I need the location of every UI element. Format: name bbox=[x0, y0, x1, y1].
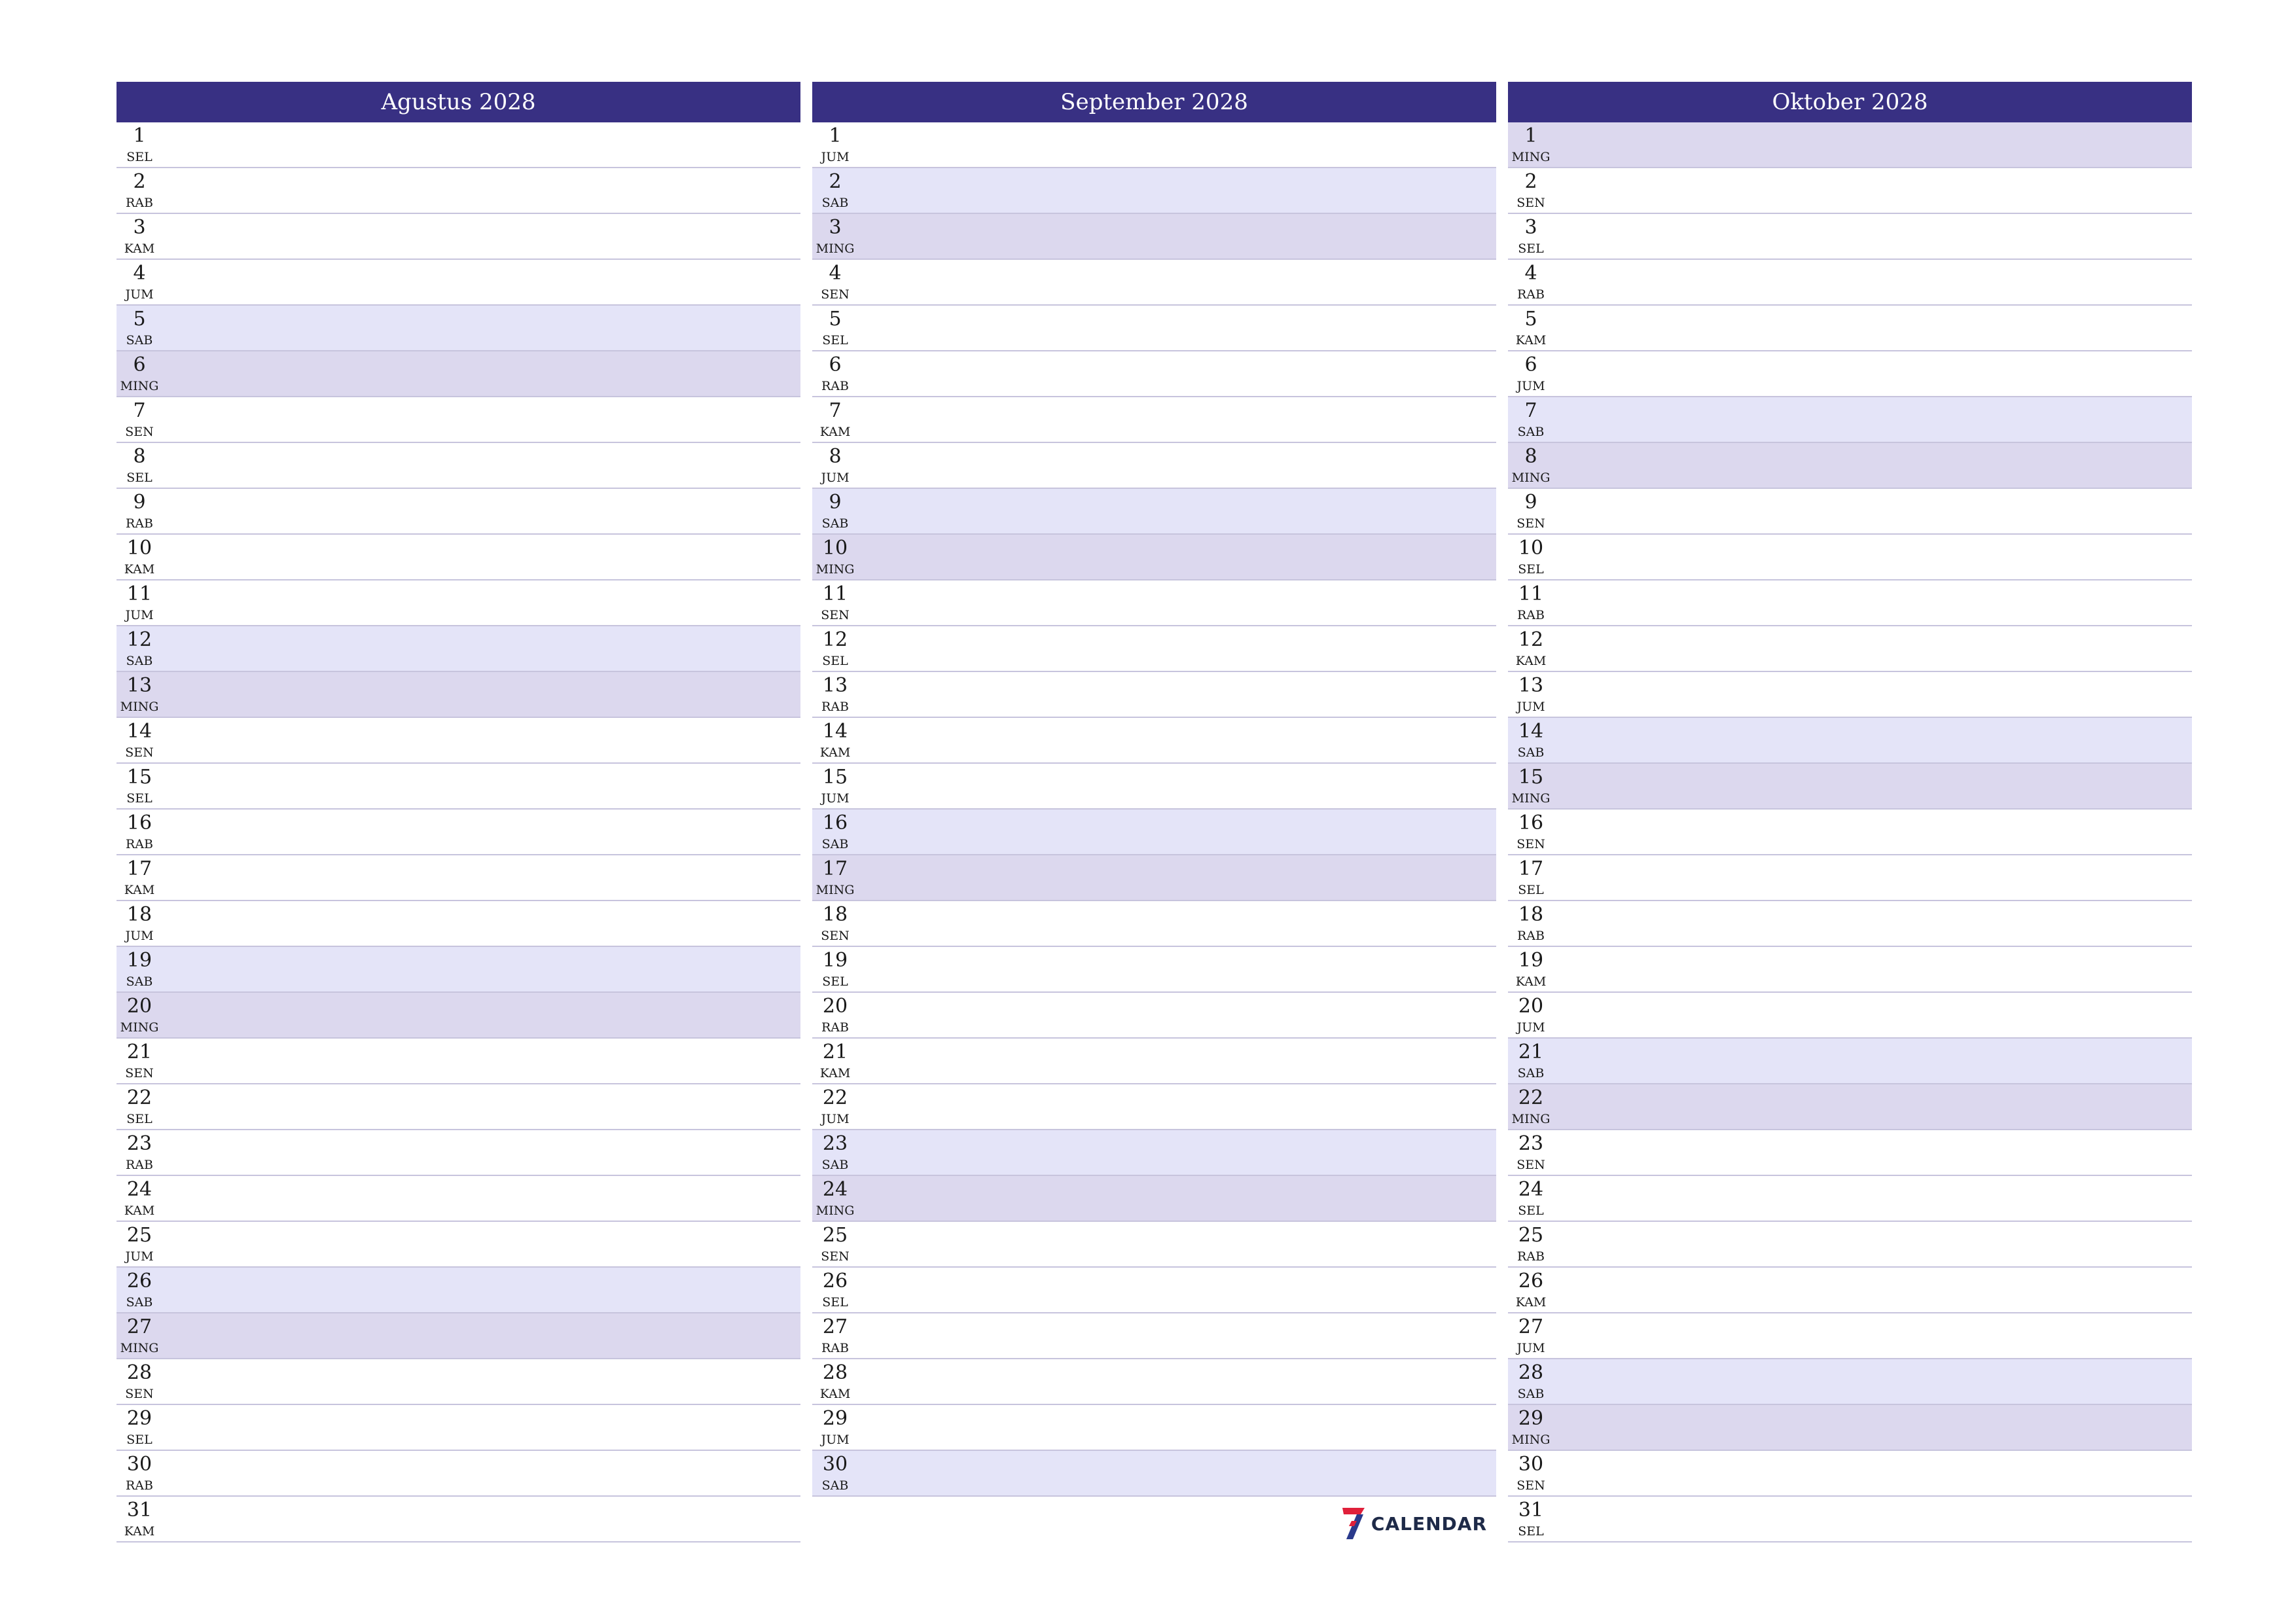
day-number: 9 bbox=[133, 491, 146, 514]
day-row bbox=[117, 306, 800, 351]
weekday-label: RAB bbox=[126, 1158, 153, 1172]
weekday-label: JUM bbox=[125, 287, 154, 302]
calendar-grid bbox=[117, 82, 2192, 1548]
day-row bbox=[812, 1313, 1496, 1359]
day-row bbox=[1508, 1084, 2192, 1130]
day-number: 6 bbox=[1524, 353, 1537, 376]
weekday-label: SAB bbox=[821, 1158, 849, 1172]
day-number: 28 bbox=[126, 1361, 152, 1384]
seven-logo-icon bbox=[1340, 1507, 1366, 1541]
weekday-label: SAB bbox=[126, 654, 153, 668]
weekday-label: SEN bbox=[1516, 196, 1545, 210]
day-number: 20 bbox=[822, 995, 848, 1018]
weekday-label: SEL bbox=[822, 1295, 848, 1310]
logo-text: CALENDAR bbox=[1371, 1512, 1487, 1535]
day-number: 19 bbox=[822, 949, 848, 972]
weekday-label: SAB bbox=[1517, 425, 1545, 439]
day-number: 31 bbox=[1518, 1499, 1544, 1522]
day-number: 28 bbox=[822, 1361, 848, 1384]
day-row bbox=[117, 168, 800, 214]
weekday-label: KAM bbox=[124, 883, 155, 897]
day-number: 21 bbox=[1518, 1041, 1544, 1063]
day-number: 16 bbox=[1518, 812, 1544, 834]
weekday-label: SEN bbox=[1516, 1158, 1545, 1172]
day-row bbox=[1508, 351, 2192, 397]
day-row bbox=[117, 901, 800, 947]
day-row bbox=[117, 580, 800, 626]
day-number: 5 bbox=[133, 308, 146, 330]
day-number: 7 bbox=[829, 399, 842, 422]
weekday-label: SEN bbox=[821, 929, 850, 943]
day-number: 9 bbox=[1524, 491, 1537, 514]
day-row bbox=[812, 306, 1496, 351]
day-number: 2 bbox=[1524, 170, 1537, 193]
day-row bbox=[1508, 901, 2192, 947]
day-row bbox=[1508, 260, 2192, 306]
day-number: 7 bbox=[133, 399, 146, 422]
day-number: 1 bbox=[1524, 124, 1537, 147]
weekday-label: RAB bbox=[821, 379, 849, 393]
weekday-label: JUM bbox=[821, 1433, 850, 1447]
day-number: 12 bbox=[822, 628, 848, 651]
weekday-label: SEL bbox=[126, 791, 152, 806]
day-number: 23 bbox=[1518, 1132, 1544, 1155]
weekday-label: SEL bbox=[126, 1112, 152, 1126]
day-number: 15 bbox=[126, 766, 152, 789]
day-number: 11 bbox=[822, 582, 848, 605]
weekday-label: RAB bbox=[1517, 608, 1545, 622]
day-row bbox=[117, 397, 800, 443]
day-number: 20 bbox=[126, 995, 152, 1018]
day-row bbox=[1508, 1451, 2192, 1497]
weekday-label: SEL bbox=[126, 1433, 152, 1447]
day-number: 3 bbox=[133, 216, 146, 239]
day-row bbox=[117, 1313, 800, 1359]
day-number: 16 bbox=[822, 812, 848, 834]
day-number: 25 bbox=[1518, 1224, 1544, 1247]
day-row bbox=[1508, 1313, 2192, 1359]
day-row bbox=[117, 626, 800, 672]
day-row bbox=[117, 764, 800, 810]
day-number: 12 bbox=[126, 628, 152, 651]
month-column-august bbox=[117, 82, 800, 1548]
weekday-label: SEL bbox=[1518, 562, 1544, 577]
day-row bbox=[812, 718, 1496, 764]
day-row bbox=[812, 993, 1496, 1039]
weekday-label: MING bbox=[120, 379, 159, 393]
weekday-label: SAB bbox=[126, 974, 153, 989]
day-row bbox=[117, 122, 800, 168]
day-row bbox=[1508, 810, 2192, 855]
day-number: 26 bbox=[126, 1270, 152, 1293]
day-row bbox=[117, 1176, 800, 1222]
weekday-label: SEL bbox=[1518, 1204, 1544, 1218]
day-row bbox=[812, 855, 1496, 901]
month-column-september bbox=[812, 82, 1496, 1548]
day-number: 29 bbox=[126, 1407, 152, 1430]
day-number: 19 bbox=[1518, 949, 1544, 972]
day-row bbox=[812, 1222, 1496, 1268]
weekday-label: SAB bbox=[821, 1478, 849, 1493]
day-number: 14 bbox=[1518, 720, 1544, 743]
day-number: 3 bbox=[1524, 216, 1537, 239]
day-row bbox=[812, 580, 1496, 626]
day-number: 24 bbox=[822, 1178, 848, 1201]
brand-logo bbox=[1340, 1507, 1487, 1541]
weekday-label: SEL bbox=[822, 974, 848, 989]
day-row bbox=[812, 351, 1496, 397]
weekday-label: SEN bbox=[821, 287, 850, 302]
day-row bbox=[812, 260, 1496, 306]
weekday-label: MING bbox=[120, 1341, 159, 1355]
day-row bbox=[1508, 1497, 2192, 1543]
weekday-label: SEL bbox=[822, 654, 848, 668]
day-row bbox=[1508, 626, 2192, 672]
weekday-label: JUM bbox=[821, 150, 850, 164]
weekday-label: SEL bbox=[1518, 883, 1544, 897]
weekday-label: SAB bbox=[1517, 1387, 1545, 1401]
weekday-label: SAB bbox=[821, 196, 849, 210]
weekday-label: JUM bbox=[1516, 700, 1545, 714]
day-row bbox=[117, 855, 800, 901]
month-title: September 2028 bbox=[812, 82, 1496, 122]
weekday-label: KAM bbox=[1515, 654, 1547, 668]
weekday-label: MING bbox=[816, 241, 855, 256]
day-number: 6 bbox=[133, 353, 146, 376]
day-number: 28 bbox=[1518, 1361, 1544, 1384]
day-row bbox=[812, 1268, 1496, 1313]
day-number: 26 bbox=[822, 1270, 848, 1293]
weekday-label: MING bbox=[1511, 1433, 1551, 1447]
day-row bbox=[1508, 443, 2192, 489]
weekday-label: MING bbox=[816, 562, 855, 577]
weekday-label: JUM bbox=[821, 1112, 850, 1126]
day-number: 3 bbox=[829, 216, 842, 239]
day-row bbox=[117, 1451, 800, 1497]
weekday-label: SEL bbox=[1518, 241, 1544, 256]
weekday-label: RAB bbox=[821, 700, 849, 714]
day-number: 31 bbox=[126, 1499, 152, 1522]
day-number: 2 bbox=[133, 170, 146, 193]
day-row bbox=[117, 1359, 800, 1405]
weekday-label: MING bbox=[1511, 1112, 1551, 1126]
day-row bbox=[812, 1405, 1496, 1451]
day-row bbox=[812, 1084, 1496, 1130]
day-row bbox=[812, 901, 1496, 947]
day-row bbox=[812, 443, 1496, 489]
day-row bbox=[1508, 306, 2192, 351]
weekday-label: KAM bbox=[124, 562, 155, 577]
weekday-label: SEL bbox=[1518, 1524, 1544, 1539]
weekday-label: JUM bbox=[1516, 1341, 1545, 1355]
day-number: 21 bbox=[126, 1041, 152, 1063]
day-number: 17 bbox=[1518, 857, 1544, 880]
day-number: 4 bbox=[133, 262, 146, 285]
day-list bbox=[1508, 122, 2192, 1543]
day-row bbox=[812, 810, 1496, 855]
day-number: 8 bbox=[133, 445, 146, 468]
weekday-label: JUM bbox=[821, 791, 850, 806]
weekday-label: RAB bbox=[126, 196, 153, 210]
weekday-label: KAM bbox=[819, 425, 851, 439]
weekday-label: KAM bbox=[1515, 1295, 1547, 1310]
day-number: 26 bbox=[1518, 1270, 1544, 1293]
day-number: 17 bbox=[126, 857, 152, 880]
day-number: 24 bbox=[126, 1178, 152, 1201]
day-row bbox=[117, 443, 800, 489]
day-row bbox=[117, 810, 800, 855]
day-number: 13 bbox=[1518, 674, 1544, 697]
day-row bbox=[812, 672, 1496, 718]
day-number: 15 bbox=[1518, 766, 1544, 789]
weekday-label: SEN bbox=[125, 1066, 154, 1080]
weekday-label: KAM bbox=[1515, 974, 1547, 989]
day-number: 30 bbox=[822, 1453, 848, 1476]
day-row bbox=[1508, 1039, 2192, 1084]
weekday-label: SAB bbox=[821, 516, 849, 531]
day-row bbox=[1508, 489, 2192, 535]
day-number: 13 bbox=[822, 674, 848, 697]
weekday-label: JUM bbox=[1516, 1020, 1545, 1035]
day-row bbox=[1508, 993, 2192, 1039]
day-number: 14 bbox=[822, 720, 848, 743]
day-row bbox=[1508, 122, 2192, 168]
day-row bbox=[1508, 580, 2192, 626]
day-number: 10 bbox=[1518, 537, 1544, 560]
day-number: 13 bbox=[126, 674, 152, 697]
day-row bbox=[1508, 764, 2192, 810]
weekday-label: SAB bbox=[126, 333, 153, 348]
weekday-label: RAB bbox=[126, 1478, 153, 1493]
day-number: 4 bbox=[829, 262, 842, 285]
day-row bbox=[812, 168, 1496, 214]
day-row bbox=[1508, 397, 2192, 443]
day-row bbox=[812, 397, 1496, 443]
weekday-label: MING bbox=[1511, 471, 1551, 485]
day-number: 18 bbox=[1518, 903, 1544, 926]
day-row bbox=[1508, 1405, 2192, 1451]
month-title: Oktober 2028 bbox=[1508, 82, 2192, 122]
day-number: 17 bbox=[822, 857, 848, 880]
day-row bbox=[812, 1176, 1496, 1222]
day-number: 8 bbox=[829, 445, 842, 468]
weekday-label: SEL bbox=[822, 333, 848, 348]
weekday-label: KAM bbox=[1515, 333, 1547, 348]
day-list bbox=[117, 122, 800, 1543]
day-number: 25 bbox=[126, 1224, 152, 1247]
weekday-label: SAB bbox=[126, 1295, 153, 1310]
day-row bbox=[1508, 1359, 2192, 1405]
day-row bbox=[117, 489, 800, 535]
day-number: 7 bbox=[1524, 399, 1537, 422]
weekday-label: MING bbox=[1511, 150, 1551, 164]
day-number: 29 bbox=[822, 1407, 848, 1430]
day-number: 11 bbox=[1518, 582, 1544, 605]
day-row bbox=[117, 260, 800, 306]
weekday-label: MING bbox=[120, 700, 159, 714]
day-row bbox=[812, 489, 1496, 535]
day-row bbox=[117, 1497, 800, 1543]
day-number: 8 bbox=[1524, 445, 1537, 468]
day-row bbox=[1508, 1222, 2192, 1268]
day-row bbox=[117, 535, 800, 580]
day-number: 22 bbox=[1518, 1086, 1544, 1109]
weekday-label: SEL bbox=[126, 150, 152, 164]
day-number: 1 bbox=[133, 124, 146, 147]
weekday-label: RAB bbox=[1517, 287, 1545, 302]
month-column-october bbox=[1508, 82, 2192, 1548]
day-number: 18 bbox=[126, 903, 152, 926]
day-number: 10 bbox=[126, 537, 152, 560]
day-row bbox=[812, 1451, 1496, 1497]
day-row bbox=[812, 626, 1496, 672]
day-number: 10 bbox=[822, 537, 848, 560]
day-row bbox=[117, 1039, 800, 1084]
weekday-label: RAB bbox=[1517, 929, 1545, 943]
weekday-label: SEL bbox=[126, 471, 152, 485]
day-row bbox=[812, 1039, 1496, 1084]
weekday-label: JUM bbox=[125, 1249, 154, 1264]
day-number: 5 bbox=[829, 308, 842, 330]
month-title: Agustus 2028 bbox=[117, 82, 800, 122]
day-number: 24 bbox=[1518, 1178, 1544, 1201]
weekday-label: KAM bbox=[124, 1524, 155, 1539]
weekday-label: SEN bbox=[1516, 1478, 1545, 1493]
day-row bbox=[1508, 1268, 2192, 1313]
day-number: 27 bbox=[126, 1315, 152, 1338]
day-row bbox=[1508, 535, 2192, 580]
day-row bbox=[812, 1130, 1496, 1176]
weekday-label: KAM bbox=[819, 1066, 851, 1080]
day-row bbox=[117, 351, 800, 397]
day-row bbox=[117, 718, 800, 764]
day-row bbox=[1508, 214, 2192, 260]
weekday-label: SEN bbox=[1516, 516, 1545, 531]
weekday-label: SEN bbox=[125, 1387, 154, 1401]
day-row bbox=[117, 1222, 800, 1268]
day-row bbox=[117, 672, 800, 718]
day-number: 6 bbox=[829, 353, 842, 376]
weekday-label: SEN bbox=[821, 608, 850, 622]
weekday-label: MING bbox=[816, 883, 855, 897]
day-row bbox=[812, 214, 1496, 260]
weekday-label: JUM bbox=[125, 929, 154, 943]
day-number: 21 bbox=[822, 1041, 848, 1063]
day-row bbox=[117, 947, 800, 993]
weekday-label: SEN bbox=[821, 1249, 850, 1264]
weekday-label: MING bbox=[1511, 791, 1551, 806]
weekday-label: RAB bbox=[821, 1020, 849, 1035]
day-row bbox=[1508, 1176, 2192, 1222]
day-row bbox=[117, 993, 800, 1039]
weekday-label: MING bbox=[816, 1204, 855, 1218]
day-number: 27 bbox=[1518, 1315, 1544, 1338]
weekday-label: SAB bbox=[1517, 745, 1545, 760]
weekday-label: SEN bbox=[125, 425, 154, 439]
day-number: 27 bbox=[822, 1315, 848, 1338]
day-number: 14 bbox=[126, 720, 152, 743]
day-number: 12 bbox=[1518, 628, 1544, 651]
day-row bbox=[812, 535, 1496, 580]
weekday-label: KAM bbox=[819, 1387, 851, 1401]
weekday-label: SAB bbox=[1517, 1066, 1545, 1080]
day-number: 29 bbox=[1518, 1407, 1544, 1430]
day-list bbox=[812, 122, 1496, 1497]
day-row bbox=[117, 214, 800, 260]
day-row bbox=[1508, 1130, 2192, 1176]
day-row bbox=[812, 947, 1496, 993]
day-row bbox=[117, 1268, 800, 1313]
day-number: 9 bbox=[829, 491, 842, 514]
weekday-label: RAB bbox=[1517, 1249, 1545, 1264]
day-row bbox=[812, 764, 1496, 810]
day-row bbox=[812, 1359, 1496, 1405]
day-row bbox=[1508, 855, 2192, 901]
day-row bbox=[812, 122, 1496, 168]
weekday-label: SEN bbox=[125, 745, 154, 760]
weekday-label: JUM bbox=[1516, 379, 1545, 393]
weekday-label: KAM bbox=[124, 241, 155, 256]
day-number: 25 bbox=[822, 1224, 848, 1247]
weekday-label: MING bbox=[120, 1020, 159, 1035]
weekday-label: KAM bbox=[124, 1204, 155, 1218]
weekday-label: JUM bbox=[821, 471, 850, 485]
day-number: 4 bbox=[1524, 262, 1537, 285]
day-number: 16 bbox=[126, 812, 152, 834]
day-number: 1 bbox=[829, 124, 842, 147]
day-number: 30 bbox=[1518, 1453, 1544, 1476]
day-number: 11 bbox=[126, 582, 152, 605]
day-number: 23 bbox=[126, 1132, 152, 1155]
day-number: 22 bbox=[126, 1086, 152, 1109]
weekday-label: RAB bbox=[821, 1341, 849, 1355]
weekday-label: KAM bbox=[819, 745, 851, 760]
day-row bbox=[1508, 672, 2192, 718]
day-row bbox=[117, 1084, 800, 1130]
day-number: 23 bbox=[822, 1132, 848, 1155]
weekday-label: SAB bbox=[821, 837, 849, 851]
day-number: 20 bbox=[1518, 995, 1544, 1018]
day-row bbox=[117, 1405, 800, 1451]
day-number: 15 bbox=[822, 766, 848, 789]
day-number: 22 bbox=[822, 1086, 848, 1109]
day-row bbox=[1508, 168, 2192, 214]
day-number: 19 bbox=[126, 949, 152, 972]
weekday-label: RAB bbox=[126, 837, 153, 851]
weekday-label: JUM bbox=[125, 608, 154, 622]
day-number: 2 bbox=[829, 170, 842, 193]
day-row bbox=[1508, 947, 2192, 993]
day-number: 5 bbox=[1524, 308, 1537, 330]
day-number: 30 bbox=[126, 1453, 152, 1476]
weekday-label: RAB bbox=[126, 516, 153, 531]
day-row bbox=[117, 1130, 800, 1176]
day-row bbox=[1508, 718, 2192, 764]
day-number: 18 bbox=[822, 903, 848, 926]
weekday-label: SEN bbox=[1516, 837, 1545, 851]
